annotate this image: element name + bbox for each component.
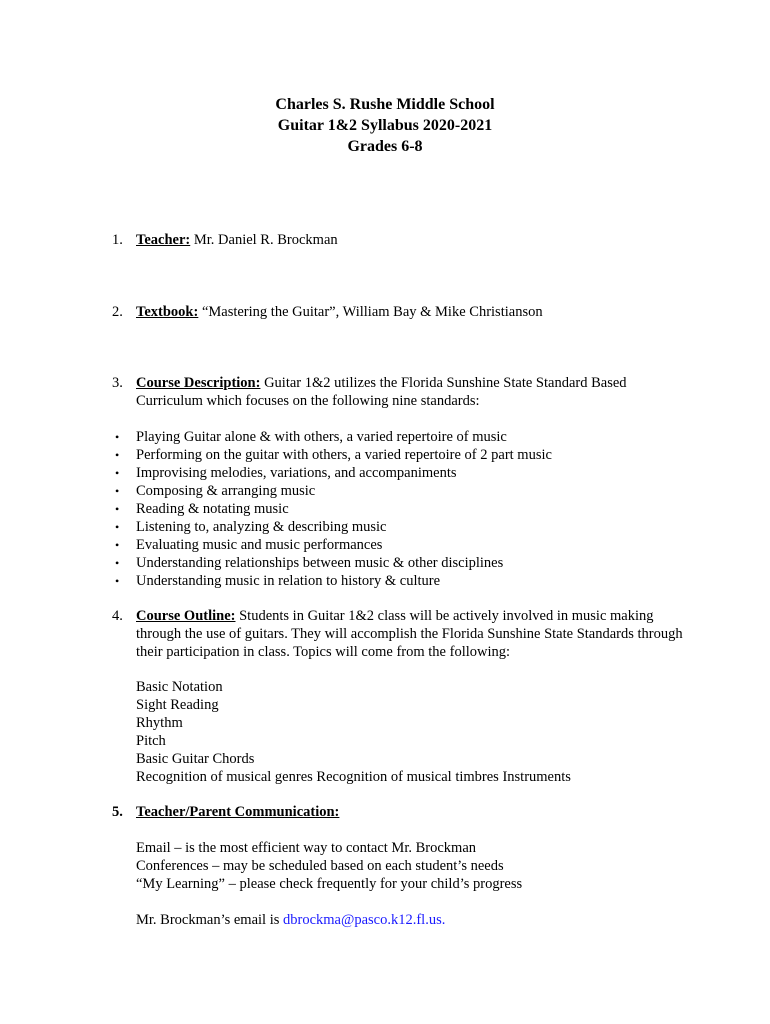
bullet-icon: • — [115, 538, 120, 552]
list-item: Recognition of musical genres Recognition of musical timbres Instruments — [136, 769, 571, 785]
section-number: 1. — [112, 232, 123, 248]
teacher-name: Mr. Daniel R. Brockman — [190, 232, 338, 248]
list-item: • Understanding relationships between music & other disciplines — [115, 555, 504, 571]
topics-list — [136, 678, 571, 786]
bullet-icon: • — [115, 556, 120, 570]
document-title — [0, 94, 770, 157]
bullet-icon: • — [115, 448, 120, 462]
list-item: • Listening to, analyzing & describing music — [115, 519, 387, 535]
list-item: “My Learning” – please check frequently for your child’s progress — [136, 876, 523, 892]
course-title: Guitar 1&2 Syllabus 2020-2021 — [277, 117, 493, 134]
list-item: • Evaluating music and music performances — [115, 537, 383, 553]
email-line — [136, 911, 445, 929]
communication-label: Teacher/Parent Communication: — [136, 804, 340, 820]
course-description-text: Guitar 1&2 utilizes the Florida Sunshine State Standard Based Curriculum which focuses on the following nine standards: — [136, 375, 627, 409]
course-description-label: Course Description: — [136, 375, 261, 391]
list-item: Email – is the most efficient way to contact Mr. Brockman — [136, 840, 476, 856]
bullet-icon: • — [115, 520, 120, 534]
section-textbook — [112, 303, 692, 321]
bullet-icon: • — [115, 466, 120, 480]
list-item: Basic Guitar Chords — [136, 751, 255, 767]
school-name: Charles S. Rushe Middle School — [275, 96, 495, 113]
section-number: 4. — [112, 608, 123, 624]
bullet-icon: • — [115, 574, 120, 588]
section-teacher — [112, 231, 692, 249]
section-number: 3. — [112, 375, 123, 391]
email-prefix: Mr. Brockman’s email is — [136, 912, 283, 928]
textbook-title: “Mastering the Guitar”, William Bay & Mike Christianson — [198, 304, 543, 320]
email-link[interactable]: dbrockma@pasco.k12.fl.us. — [283, 912, 446, 928]
list-item: Conferences – may be scheduled based on each student’s needs — [136, 858, 504, 874]
standards-list — [112, 428, 552, 590]
bullet-icon: • — [115, 502, 120, 516]
list-item: • Playing Guitar alone & with others, a varied repertoire of music — [115, 429, 507, 445]
section-number: 5. — [112, 804, 123, 820]
textbook-label: Textbook: — [136, 304, 199, 320]
section-course-outline — [112, 607, 692, 661]
course-outline-label: Course Outline: — [136, 608, 236, 624]
communication-methods-list — [136, 839, 522, 893]
list-item: • Understanding music in relation to history & culture — [115, 573, 441, 589]
list-item: Sight Reading — [136, 697, 219, 713]
list-item: • Improvising melodies, variations, and accompaniments — [115, 465, 457, 481]
list-item: Pitch — [136, 733, 166, 749]
section-number: 2. — [112, 304, 123, 320]
list-item: Rhythm — [136, 715, 183, 731]
list-item: • Performing on the guitar with others, a varied repertoire of 2 part music — [115, 447, 552, 463]
bullet-icon: • — [115, 484, 120, 498]
section-communication — [112, 803, 692, 821]
teacher-label: Teacher: — [136, 232, 191, 248]
grade-levels: Grades 6-8 — [347, 138, 423, 155]
list-item: • Composing & arranging music — [115, 483, 316, 499]
bullet-icon: • — [115, 430, 120, 444]
section-course-description — [112, 374, 672, 410]
list-item: Basic Notation — [136, 679, 223, 695]
course-outline-text: Students in Guitar 1&2 class will be actively involved in music making through the use of guitars. They will accomplish the Florida Sunshine State Standards through their participation in class. Topics will come from the following: — [136, 608, 683, 660]
list-item: • Reading & notating music — [115, 501, 289, 517]
